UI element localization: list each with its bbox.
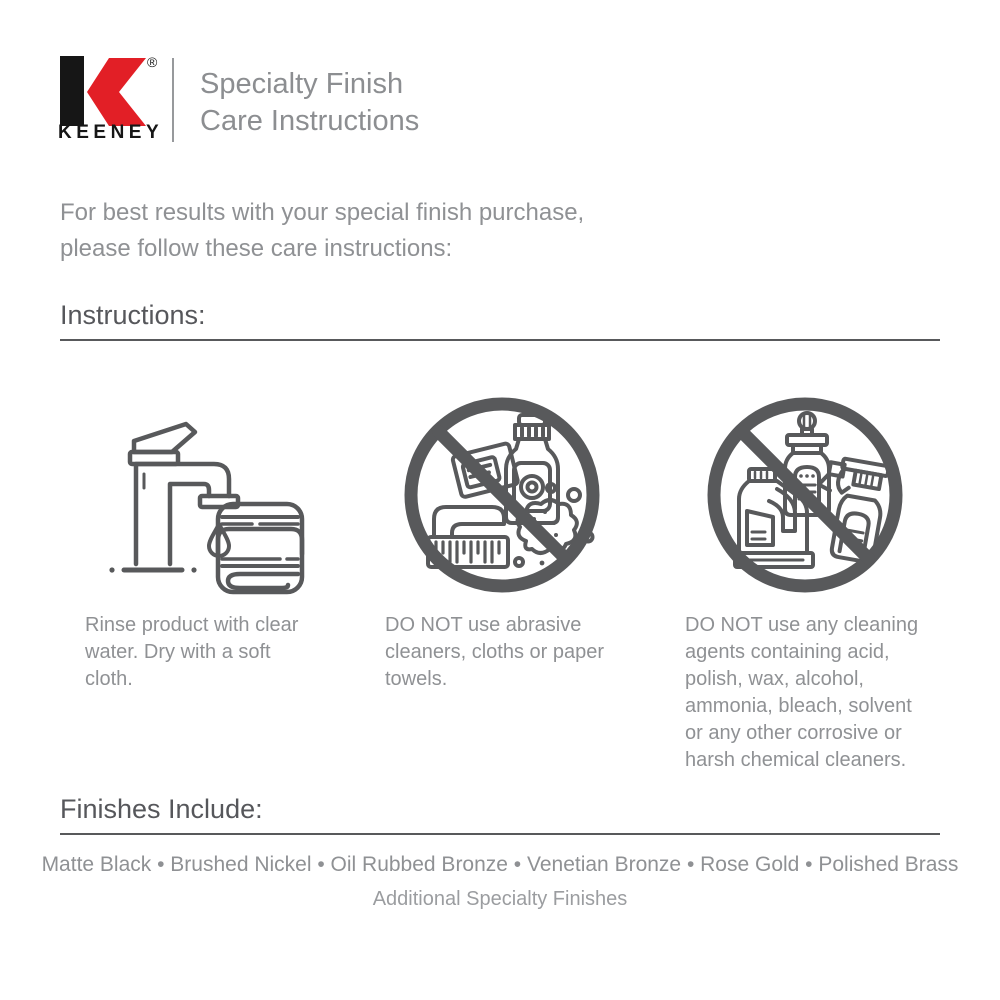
faucet-and-towel-icon [100, 396, 305, 596]
instructions-rule [60, 339, 940, 341]
no-chemical-cleaners-icon [701, 391, 909, 599]
instruction-caption-rinse: Rinse product with clear water. Dry with a soft cloth. [85, 614, 299, 690]
intro-line1: For best results with your special finish purchase, [60, 199, 585, 226]
finishes-list: Matte Black • Brushed Nickel • Oil Rubbed Bronze • Venetian Bronze • Rose Gold • Polished Brass [41, 853, 959, 876]
keeney-k-logo-icon [60, 56, 152, 128]
brand-logo-text: KEENEY [58, 122, 164, 143]
instructions-heading: Instructions: [60, 300, 206, 330]
intro-text [60, 195, 584, 267]
finishes-heading: Finishes Include: [60, 794, 263, 824]
instruction-caption-no-abrasives: DO NOT use abrasive cleaners, cloths or paper towels. [385, 614, 605, 690]
page-title [200, 66, 419, 140]
instruction-caption-no-chemicals: DO NOT use any cleaning agents containing acid, polish, wax, alcohol, ammonia, bleach, solvent or any other corrosive or harsh chemical cleaners. [685, 614, 919, 771]
additional-finishes-note: Additional Specialty Finishes [372, 888, 628, 910]
no-abrasive-cleaners-icon [398, 391, 606, 599]
page-title-line2: Care Instructions [200, 105, 420, 137]
finishes-rule [60, 833, 940, 835]
prohibition-circle [411, 404, 593, 586]
intro-line2: please follow these care instructions: [60, 235, 453, 262]
registered-trademark: ® [147, 54, 158, 70]
page-title-line1: Specialty Finish [200, 68, 404, 100]
header-divider [172, 58, 174, 142]
